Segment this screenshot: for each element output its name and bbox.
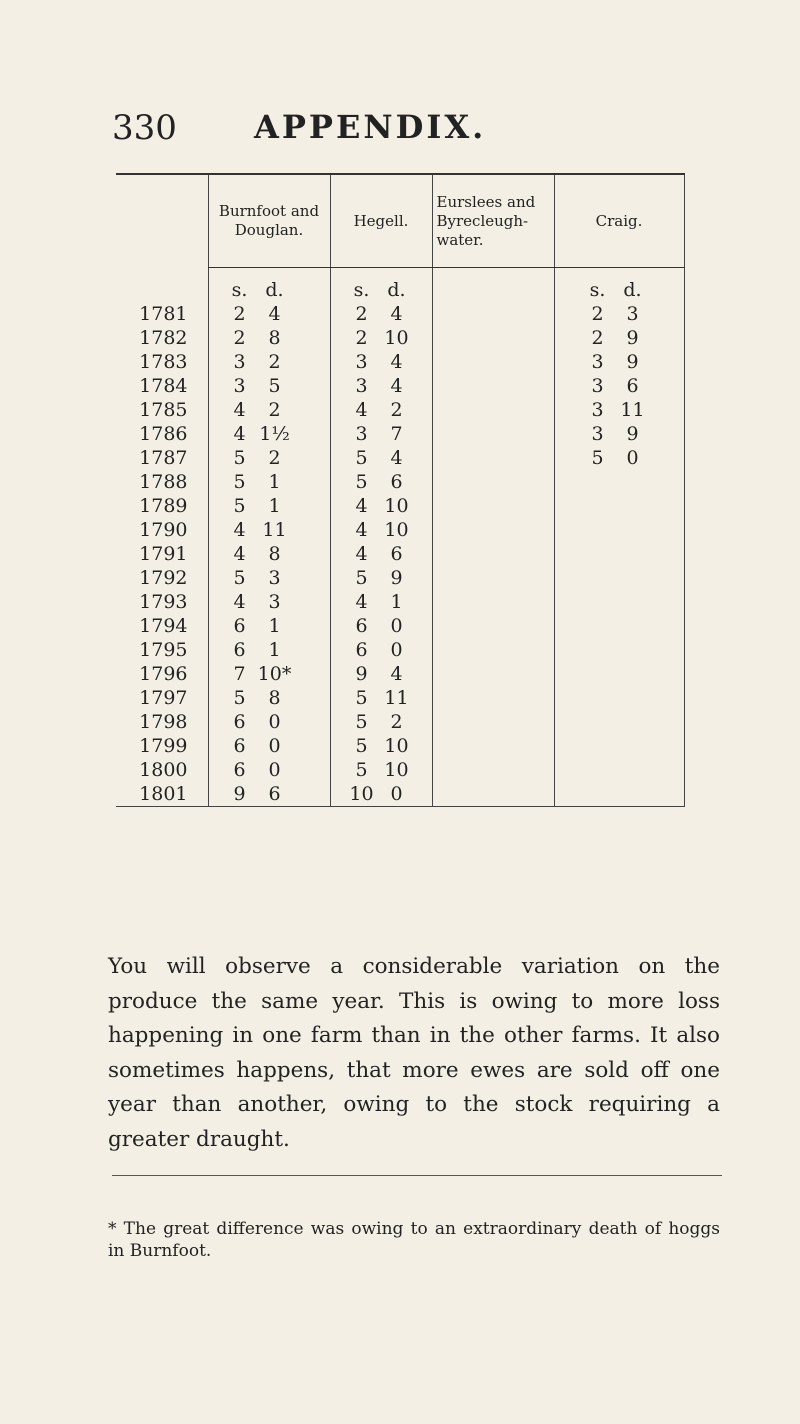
hegell-shillings: 5	[355, 687, 368, 709]
eurslees-cell	[432, 614, 554, 638]
table-row	[116, 734, 684, 758]
burnfoot-pence: 2	[268, 447, 281, 469]
table-row	[116, 686, 684, 710]
table-body	[116, 268, 684, 807]
year-cell: 1793	[139, 591, 188, 613]
burnfoot-pence: 5	[268, 375, 281, 397]
burnfoot-shillings: 6	[233, 639, 246, 661]
burnfoot-shillings: 5	[233, 495, 246, 517]
craig-cell	[554, 758, 684, 782]
hegell-cell	[330, 734, 432, 758]
table-row	[116, 566, 684, 590]
table-row	[116, 494, 684, 518]
craig-cell	[554, 494, 684, 518]
year-cell: 1782	[139, 327, 188, 349]
hegell-pence: 10	[384, 519, 409, 541]
craig-shillings: 5	[591, 447, 604, 469]
burnfoot-shillings: 3	[233, 351, 246, 373]
craig-cell	[554, 686, 684, 710]
craig-pence: 0	[626, 447, 639, 469]
year-cell: 1790	[139, 519, 188, 541]
hegell-pence: 4	[390, 375, 403, 397]
hegell-cell	[330, 542, 432, 566]
hegell-shillings: 4	[355, 591, 368, 613]
table-row	[116, 542, 684, 566]
craig-cell	[554, 302, 684, 326]
craig-shillings: 3	[591, 351, 604, 373]
burnfoot-pence: 1	[268, 639, 281, 661]
hegell-shillings: 3	[355, 351, 368, 373]
table-row	[116, 302, 684, 326]
year-cell: 1789	[139, 495, 188, 517]
eurslees-cell	[432, 662, 554, 686]
hegell-shillings: 5	[355, 735, 368, 757]
burnfoot-pence: 0	[268, 735, 281, 757]
year-cell: 1801	[116, 782, 208, 807]
hegell-shillings: 6	[355, 639, 368, 661]
year-column-header	[116, 174, 208, 268]
hegell-cell	[330, 638, 432, 662]
burnfoot-pence: 2	[268, 351, 281, 373]
table-row	[116, 590, 684, 614]
craig-pence: 9	[626, 351, 639, 373]
unit-s: s.	[231, 279, 248, 301]
year-cell: 1798	[139, 711, 188, 733]
year-cell: 1785	[139, 399, 188, 421]
craig-cell	[554, 446, 684, 470]
burnfoot-shillings: 9	[233, 783, 246, 805]
hegell-cell	[330, 470, 432, 494]
year-cell: 1783	[139, 351, 188, 373]
craig-pence: 3	[626, 303, 639, 325]
hegell-cell	[330, 446, 432, 470]
hegell-shillings: 10	[349, 783, 374, 805]
burnfoot-shillings: 5	[233, 447, 246, 469]
year-cell: 1797	[139, 687, 188, 709]
craig-cell	[554, 542, 684, 566]
hegell-pence: 10	[384, 735, 409, 757]
hegell-pence: 7	[390, 423, 403, 445]
craig-cell	[554, 374, 684, 398]
craig-cell	[554, 326, 684, 350]
burnfoot-shillings: 2	[233, 327, 246, 349]
hegell-cell	[330, 614, 432, 638]
burnfoot-cell	[208, 494, 330, 518]
footnote: * The great difference was owing to an extraordinary death of hoggs in Burnfoot.	[108, 1219, 720, 1261]
table-row	[116, 446, 684, 470]
hegell-shillings: 2	[355, 327, 368, 349]
hegell-shillings: 5	[355, 447, 368, 469]
price-table	[116, 173, 685, 807]
header-eurslees: Eurslees and Byrecleugh-water.	[432, 174, 554, 268]
burnfoot-shillings: 3	[233, 375, 246, 397]
hegell-cell	[330, 710, 432, 734]
hegell-cell	[330, 374, 432, 398]
eurslees-cell	[432, 566, 554, 590]
table-row	[116, 710, 684, 734]
hegell-cell	[330, 662, 432, 686]
burnfoot-pence: 1	[268, 495, 281, 517]
craig-cell	[554, 590, 684, 614]
burnfoot-cell	[208, 374, 330, 398]
craig-cell	[554, 662, 684, 686]
eurslees-cell	[432, 350, 554, 374]
burnfoot-shillings: 5	[233, 567, 246, 589]
burnfoot-shillings: 7	[233, 663, 246, 685]
hegell-pence: 2	[390, 399, 403, 421]
burnfoot-shillings: 4	[233, 543, 246, 565]
burnfoot-pence: 8	[268, 687, 281, 709]
burnfoot-shillings: 2	[233, 303, 246, 325]
burnfoot-pence: 1	[268, 471, 281, 493]
year-cell: 1792	[139, 567, 188, 589]
hegell-shillings: 5	[355, 567, 368, 589]
table-row	[116, 638, 684, 662]
burnfoot-cell	[208, 446, 330, 470]
burnfoot-cell	[208, 302, 330, 326]
hegell-pence: 11	[384, 687, 409, 709]
burnfoot-cell	[208, 422, 330, 446]
hegell-shillings: 3	[355, 375, 368, 397]
year-cell: 1788	[139, 471, 188, 493]
eurslees-cell	[432, 422, 554, 446]
eurslees-cell	[432, 326, 554, 350]
header-hegell: Hegell.	[330, 174, 432, 268]
burnfoot-pence: 8	[268, 327, 281, 349]
burnfoot-shillings: 5	[233, 471, 246, 493]
hegell-shillings: 4	[355, 519, 368, 541]
burnfoot-pence: 3	[268, 591, 281, 613]
craig-cell	[554, 350, 684, 374]
units-row	[116, 268, 684, 303]
hegell-pence: 0	[390, 615, 403, 637]
burnfoot-shillings: 4	[233, 591, 246, 613]
header-craig: Craig.	[554, 174, 684, 268]
hegell-cell	[330, 566, 432, 590]
burnfoot-shillings: 4	[233, 423, 246, 445]
hegell-cell	[330, 326, 432, 350]
eurslees-cell	[432, 494, 554, 518]
eurslees-cell	[432, 302, 554, 326]
hegell-pence: 10	[384, 759, 409, 781]
craig-cell	[554, 470, 684, 494]
hegell-shillings: 9	[355, 663, 368, 685]
hegell-pence: 0	[390, 639, 403, 661]
year-cell: 1800	[139, 759, 188, 781]
hegell-cell	[330, 782, 432, 807]
burnfoot-cell	[208, 686, 330, 710]
hegell-cell	[330, 758, 432, 782]
burnfoot-pence: 10*	[257, 663, 292, 685]
hegell-cell	[330, 590, 432, 614]
burnfoot-cell	[208, 638, 330, 662]
hegell-pence: 10	[384, 495, 409, 517]
table-row	[116, 662, 684, 686]
hegell-pence: 6	[390, 543, 403, 565]
running-head: APPENDIX.	[254, 108, 487, 146]
year-cell: 1791	[139, 543, 188, 565]
hegell-shillings: 5	[355, 759, 368, 781]
hegell-shillings: 6	[355, 615, 368, 637]
table-row	[116, 470, 684, 494]
hegell-pence: 10	[384, 327, 409, 349]
hegell-shillings: 5	[355, 711, 368, 733]
year-cell: 1799	[139, 735, 188, 757]
craig-shillings: 3	[591, 423, 604, 445]
hegell-shillings: 4	[355, 399, 368, 421]
hegell-cell	[330, 494, 432, 518]
hegell-shillings: 5	[355, 471, 368, 493]
craig-pence: 9	[626, 423, 639, 445]
hegell-shillings: 4	[355, 495, 368, 517]
eurslees-cell	[432, 374, 554, 398]
craig-cell	[554, 422, 684, 446]
hegell-pence: 6	[390, 471, 403, 493]
unit-s: s.	[589, 279, 606, 301]
burnfoot-pence: 4	[268, 303, 281, 325]
hegell-cell	[330, 686, 432, 710]
hegell-pence: 2	[390, 711, 403, 733]
year-cell: 1781	[139, 303, 188, 325]
craig-pence: 9	[626, 327, 639, 349]
hegell-pence: 4	[390, 351, 403, 373]
eurslees-cell	[432, 758, 554, 782]
hegell-cell	[330, 518, 432, 542]
craig-cell	[554, 566, 684, 590]
burnfoot-cell	[208, 782, 330, 807]
burnfoot-cell	[208, 350, 330, 374]
craig-shillings: 3	[591, 399, 604, 421]
burnfoot-cell	[208, 542, 330, 566]
footnote-rule	[112, 1175, 722, 1176]
year-cell: 1787	[139, 447, 188, 469]
burnfoot-cell	[208, 662, 330, 686]
burnfoot-cell	[208, 758, 330, 782]
body-paragraph: You will observe a considerable variation on the produce the same year. This is owing to more loss happening in one farm than in the other farms. It also sometimes happens, that more ewes are sold off one year than another, owing to the stock requiring a greater draught.	[108, 954, 720, 1152]
year-cell: 1796	[139, 663, 188, 685]
craig-cell	[554, 782, 684, 807]
burnfoot-cell	[208, 734, 330, 758]
burnfoot-shillings: 6	[233, 615, 246, 637]
craig-cell	[554, 638, 684, 662]
burnfoot-pence: 11	[262, 519, 287, 541]
eurslees-cell	[432, 734, 554, 758]
table-row	[116, 782, 684, 807]
eurslees-cell	[432, 590, 554, 614]
table-row	[116, 326, 684, 350]
hegell-shillings: 3	[355, 423, 368, 445]
table-row	[116, 758, 684, 782]
craig-shillings: 2	[591, 327, 604, 349]
burnfoot-cell	[208, 710, 330, 734]
burnfoot-pence: 8	[268, 543, 281, 565]
burnfoot-cell	[208, 398, 330, 422]
burnfoot-shillings: 6	[233, 759, 246, 781]
burnfoot-pence: 2	[268, 399, 281, 421]
craig-cell	[554, 734, 684, 758]
hegell-shillings: 2	[355, 303, 368, 325]
burnfoot-pence: 1½	[259, 423, 290, 445]
burnfoot-cell	[208, 566, 330, 590]
craig-cell	[554, 614, 684, 638]
table-row	[116, 422, 684, 446]
hegell-pence: 4	[390, 303, 403, 325]
table-row	[116, 518, 684, 542]
craig-shillings: 3	[591, 375, 604, 397]
unit-d: d.	[265, 279, 284, 301]
burnfoot-cell	[208, 518, 330, 542]
burnfoot-cell	[208, 590, 330, 614]
hegell-pence: 0	[390, 783, 403, 805]
craig-cell	[554, 518, 684, 542]
eurslees-cell	[432, 710, 554, 734]
eurslees-cell	[432, 638, 554, 662]
burnfoot-cell	[208, 470, 330, 494]
hegell-cell	[330, 398, 432, 422]
eurslees-cell	[432, 782, 554, 807]
unit-s: s.	[353, 279, 370, 301]
table-row	[116, 398, 684, 422]
unit-d: d.	[623, 279, 642, 301]
burnfoot-shillings: 6	[233, 735, 246, 757]
hegell-pence: 1	[390, 591, 403, 613]
year-cell: 1794	[139, 615, 188, 637]
burnfoot-pence: 1	[268, 615, 281, 637]
hegell-cell	[330, 350, 432, 374]
eurslees-cell	[432, 470, 554, 494]
burnfoot-pence: 0	[268, 759, 281, 781]
craig-pence: 11	[620, 399, 645, 421]
craig-cell	[554, 398, 684, 422]
unit-d: d.	[387, 279, 406, 301]
burnfoot-pence: 3	[268, 567, 281, 589]
burnfoot-cell	[208, 614, 330, 638]
table-row	[116, 374, 684, 398]
eurslees-cell	[432, 398, 554, 422]
hegell-pence: 4	[390, 663, 403, 685]
burnfoot-shillings: 4	[233, 519, 246, 541]
hegell-pence: 4	[390, 447, 403, 469]
burnfoot-pence: 6	[268, 783, 281, 805]
page-number: 330	[112, 108, 177, 148]
hegell-cell	[330, 422, 432, 446]
burnfoot-shillings: 5	[233, 687, 246, 709]
year-cell: 1795	[139, 639, 188, 661]
eurslees-cell	[432, 446, 554, 470]
table-row	[116, 614, 684, 638]
table-row	[116, 350, 684, 374]
year-cell: 1784	[139, 375, 188, 397]
eurslees-cell	[432, 542, 554, 566]
craig-shillings: 2	[591, 303, 604, 325]
hegell-shillings: 4	[355, 543, 368, 565]
burnfoot-shillings: 4	[233, 399, 246, 421]
header-burnfoot: Burnfoot and Douglan.	[208, 174, 330, 268]
year-cell: 1786	[139, 423, 188, 445]
eurslees-cell	[432, 518, 554, 542]
craig-cell	[554, 710, 684, 734]
burnfoot-cell	[208, 326, 330, 350]
hegell-cell	[330, 302, 432, 326]
burnfoot-pence: 0	[268, 711, 281, 733]
craig-pence: 6	[626, 375, 639, 397]
burnfoot-shillings: 6	[233, 711, 246, 733]
eurslees-cell	[432, 686, 554, 710]
hegell-pence: 9	[390, 567, 403, 589]
